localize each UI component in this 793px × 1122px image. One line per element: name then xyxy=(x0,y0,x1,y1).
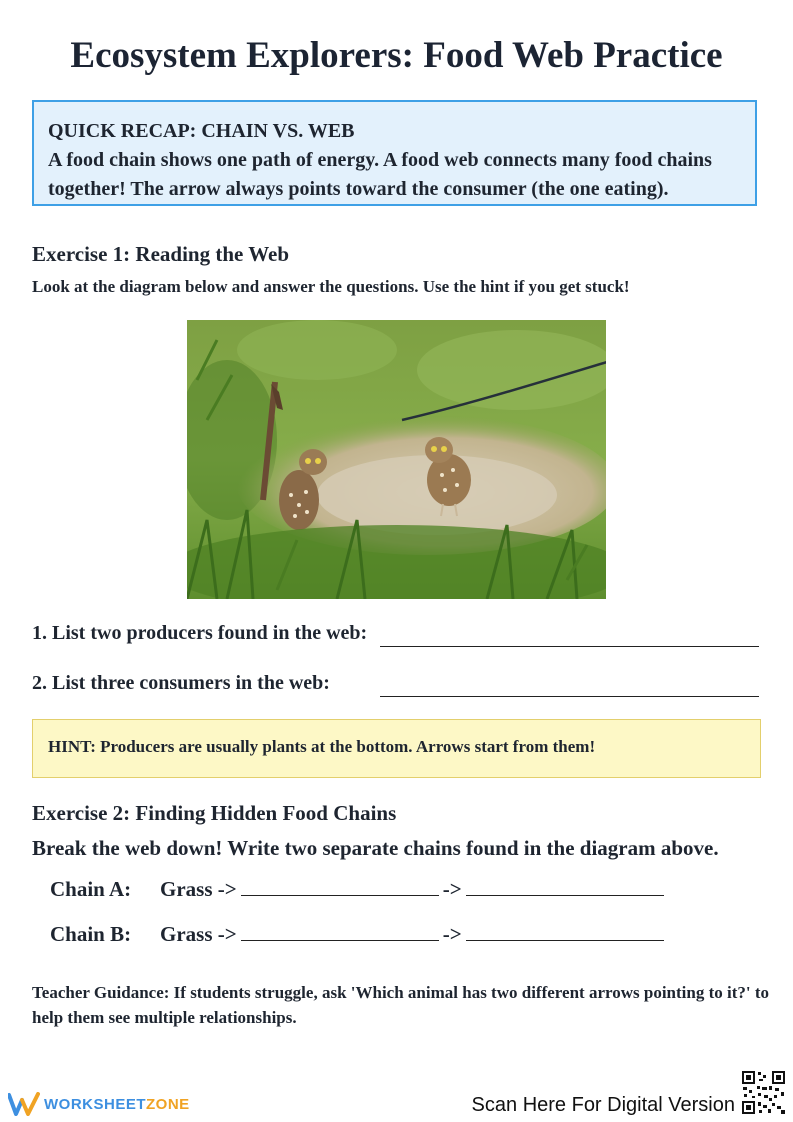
teacher-guidance: Teacher Guidance: If students struggle, ask 'Which animal has two different arrows pointing to it?' to help them see multiple relationships. xyxy=(32,983,770,1027)
chain-b-label: Chain B: xyxy=(50,922,132,946)
exercise1-heading: Exercise 1: Reading the Web xyxy=(32,242,290,266)
chain-b-blank-2[interactable] xyxy=(466,926,664,941)
hint-box: HINT: Producers are usually plants at the bottom. Arrows start from them! xyxy=(32,719,761,778)
chain-b-row xyxy=(50,922,668,947)
recap-box xyxy=(32,100,757,206)
answer-line-2[interactable] xyxy=(380,678,759,697)
question-1: 1. List two producers found in the web: xyxy=(32,622,368,644)
chain-a-blank-1[interactable] xyxy=(241,881,439,896)
chain-b-blank-1[interactable] xyxy=(241,926,439,941)
chain-a-label: Chain A: xyxy=(50,877,132,901)
chain-a-arrow: -> xyxy=(442,877,462,901)
answer-line-1[interactable] xyxy=(380,628,759,647)
scan-text: Scan Here For Digital Version xyxy=(471,1094,735,1116)
question-2: 2. List three consumers in the web: xyxy=(32,672,330,694)
owls-photo xyxy=(187,320,606,599)
logo-w-icon xyxy=(8,1092,40,1116)
chain-a-blank-2[interactable] xyxy=(466,881,664,896)
recap-body: A food chain shows one path of energy. A food web connects many food chains together! The arrow always points toward the consumer (the one eating). xyxy=(48,149,712,200)
worksheetzone-logo xyxy=(8,1092,190,1116)
exercise2-instruction: Break the web down! Write two separate chains found in the diagram above. xyxy=(32,836,719,860)
exercise2-heading: Exercise 2: Finding Hidden Food Chains xyxy=(32,801,397,825)
recap-heading: QUICK RECAP: CHAIN VS. WEB xyxy=(48,120,355,142)
page-title: Ecosystem Explorers: Food Web Practice xyxy=(70,35,723,76)
exercise1-instruction: Look at the diagram below and answer the questions. Use the hint if you get stuck! xyxy=(32,277,630,296)
chain-a-row xyxy=(50,877,668,902)
chain-b-arrow: -> xyxy=(442,922,462,946)
brand-word-worksheet: WORKSHEET xyxy=(44,1095,146,1113)
chain-a-start: Grass -> xyxy=(160,877,237,901)
qr-code-icon[interactable] xyxy=(741,1070,786,1115)
chain-b-start: Grass -> xyxy=(160,922,237,946)
brand-word-zone: ZONE xyxy=(146,1095,190,1113)
